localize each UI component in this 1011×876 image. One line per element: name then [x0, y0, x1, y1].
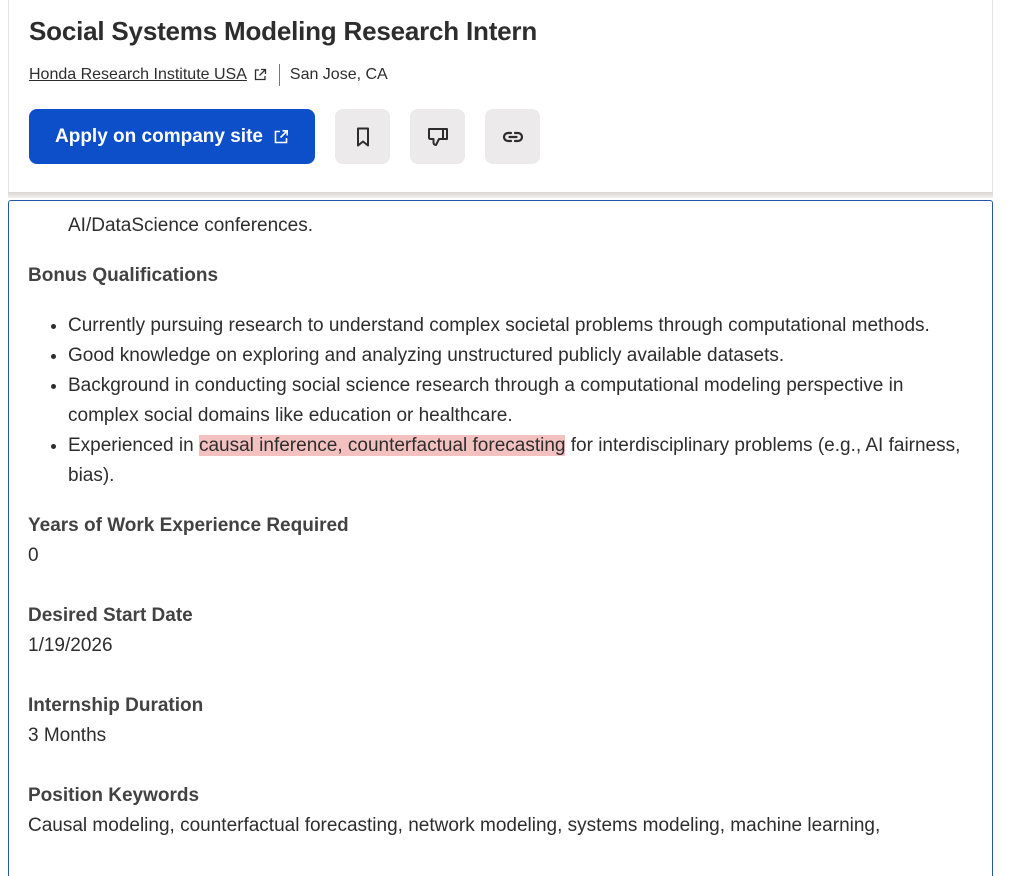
copy-link-button[interactable]: [485, 109, 540, 164]
company-link[interactable]: [29, 66, 247, 84]
separator: [279, 64, 280, 86]
link-icon: [501, 125, 525, 149]
job-description: [28, 211, 978, 841]
list-item: • Good knowledge on exploring and analyzing unstructured publicly available datasets.: [68, 341, 978, 371]
description-cutoff-line: AI/DataScience conferences.: [68, 215, 314, 236]
bookmark-icon: [351, 125, 375, 149]
apply-button-label: Apply on company site: [55, 125, 263, 147]
save-job-button[interactable]: [335, 109, 390, 164]
start-date-heading: Desired Start Date: [28, 605, 193, 626]
list-item-text: Experienced in: [68, 435, 199, 456]
list-item: • Currently pursuing research to understand complex societal problems through computational methods.: [68, 311, 978, 341]
external-link-icon: [253, 68, 267, 82]
bonus-qualifications-heading: Bonus Qualifications: [28, 265, 219, 286]
job-header: [8, 0, 993, 192]
internship-duration-heading: Internship Duration: [28, 695, 204, 716]
list-item-text: for interdisciplinary problems (e.g., AI fairness, bias).: [68, 435, 961, 486]
header-divider: [8, 192, 993, 198]
highlighted-keywords: causal inference, counterfactual forecasting: [198, 435, 566, 456]
list-item: [68, 431, 978, 491]
job-title: Social Systems Modeling Research Intern: [29, 16, 538, 46]
bonus-qualifications-list: [28, 311, 978, 491]
years-experience-heading: Years of Work Experience Required: [28, 515, 349, 536]
list-item: • Background in conducting social science research through a computational modeling perspective in complex social domains like education or healthcare.: [68, 371, 978, 431]
company-location-row: [29, 64, 388, 86]
internship-duration-value: 3 Months: [28, 725, 107, 746]
start-date-value: 1/19/2026: [28, 635, 113, 656]
apply-button[interactable]: [29, 109, 315, 164]
thumbs-down-icon: [426, 125, 450, 149]
years-experience-value: 0: [28, 545, 39, 566]
not-interested-button[interactable]: [410, 109, 465, 164]
company-name: Honda Research Institute USA: [29, 66, 247, 83]
job-description-pane[interactable]: [8, 200, 993, 876]
position-keywords-value: Causal modeling, counterfactual forecasting, network modeling, systems modeling, machine learning,: [28, 815, 881, 836]
job-location: San Jose, CA: [289, 66, 388, 83]
job-actions: [29, 109, 540, 164]
external-link-icon: [273, 129, 289, 145]
position-keywords-heading: Position Keywords: [28, 785, 200, 806]
